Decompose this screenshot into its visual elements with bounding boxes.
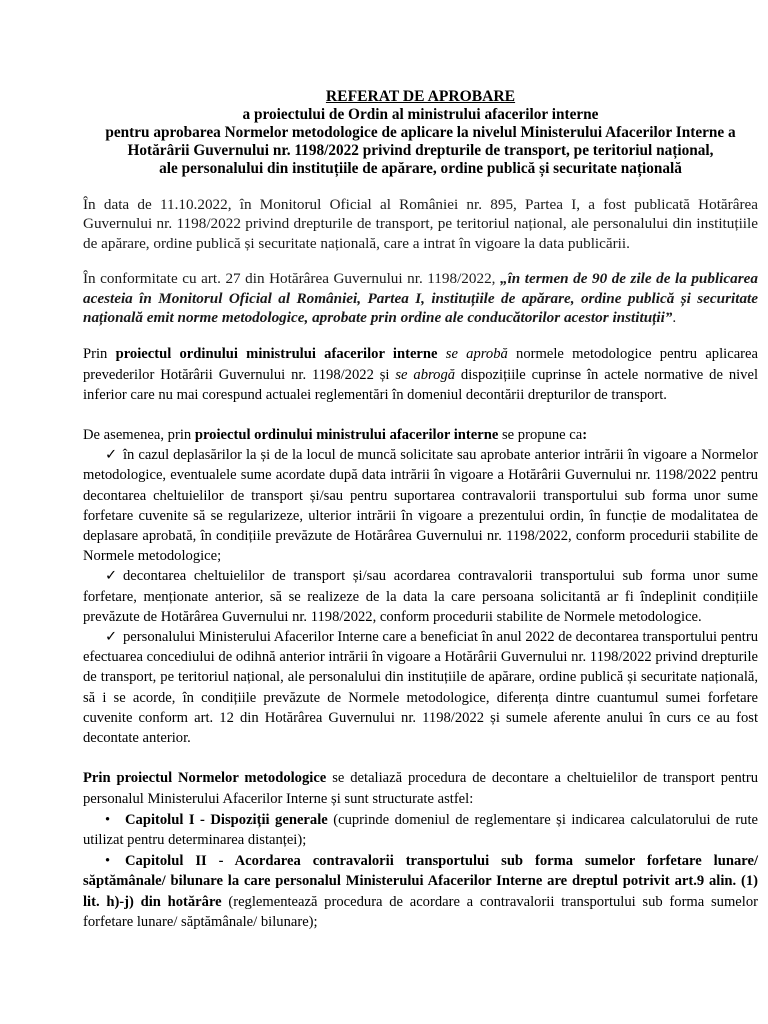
checklist-item [83,627,758,748]
bullet-bold-text: Capitolul I - Dispoziții generale [125,811,328,828]
title-line-2: a proiectului de Ordin al ministrului afacerilor interne [242,106,599,123]
bullet-item [83,810,758,850]
checkmark-icon: ✓ [105,629,118,646]
checklist-text: personalului Ministerului Afacerilor Interne care a beneficiat în anul 2022 de decontarea transportului pentru efectuarea concediului de odihnă anterior intrării în vigoare a Hotărârii Guvernului nr. 1198/2022 privind drepturile de transport, pe teritoriul național, ale personalului din instituțiile de apărare, ordine publică și securitate națională, să i se acorde, în condițiile prevăzute de Normele metodologice, diferența dintre cuantumul sumei forfetare cuvenite conform art. 12 din Hotărârea Guvernului nr. 1198/2022 și sumele aferente anului în curs ce au fost decontate anterior. [83,629,758,747]
conformity-end: . [672,309,677,327]
text-run: dispozițiile cuprinse în actele normative de nivel inferior care nu mai corespund actualei reglementări în domeniul decontării drepturilor de transport. [83,366,759,403]
text-run: se detaliază procedura de decontare a cheltuielilor de transport pentru personalul Ministerului Afacerilor Interne și sunt structurate astfel: [83,770,758,807]
bold-run: proiectul ordinului ministrului afacerilor interne [115,346,438,363]
bullet-text: (cuprinde domeniul de reglementare și indicarea calculatorului de rute utilizat pentru determinarea distanței); [83,811,759,848]
title-line-3: pentru aprobarea Normelor metodologice de aplicare la nivelul Ministerului Afacerilor Interne a [105,124,736,141]
text-run: Prin [83,346,116,363]
checkmark-icon: ✓ [105,447,118,464]
bullet-bold-text: Capitolul II - Acordarea contravalorii transportului sub forma sumelor forfetare lunare/ săptămânale/ bilunare la care personalul Ministerului Afacerilor Interne are dreptul potrivit art.9 alin. (1) lit. h)-j) din hotărâre [83,853,758,910]
paragraph-proposals-intro [83,425,758,445]
bullet-text: (reglementează procedura de acordare a contravalorii transportului sub forma sumelor forfetare lunare/ săptămânale/ bilunare); [83,893,758,930]
bold-run: : [582,427,588,444]
bullet-item [83,851,758,932]
document-title: REFERAT DE APROBARE [325,88,516,105]
bold-run: proiectul ordinului ministrului afacerilor interne [194,427,499,444]
bullet-icon: • [105,811,111,828]
italic-run: se abrogă [395,366,456,383]
text-run [438,346,446,362]
bullet-icon: • [105,853,111,870]
paragraph-conformity [83,269,758,327]
italic-run: se aprobă [445,346,508,363]
paragraph-publication: În data de 11.10.2022, în Monitorul Oficial al României nr. 895, Partea I, a fost publicată Hotărârea Guvernului nr. 1198/2022 privind drepturile de transport, pe teritoriul național, ale personalului din instituțiile de apărare, ordine publică și securitate națională, care a intrat în vigoare la data publicării. [83,196,758,252]
paragraph-norms-structure [83,768,758,808]
checklist-item [83,566,758,627]
text-run: De asemenea, prin [83,427,195,444]
bold-run: Prin proiectul Normelor metodologice [83,770,327,787]
title-line-4: Hotărârii Guvernului nr. 1198/2022 privind drepturile de transport, pe teritoriul național, [127,142,714,159]
title-line-5: ale personalului din instituțiile de apărare, ordine publică și securitate națională [159,160,682,177]
checklist-text: decontarea cheltuielilor de transport și/sau acordarea contravalorii transportului sub forma unor sume forfetare, menționate anterior, să se realizeze de la data la care persoana solicitantă ar fi îndeplinit condițiile prevăzute de Hotărârea Guvernului nr. 1198/2022, conform procedurii stabilite de Normele metodologice. [83,568,758,625]
checklist-text: în cazul deplasărilor la și de la locul de muncă solicitate sau aprobate anterior intrării în vigoare a Normelor metodologice, eventualele sume acordate după data intrării în vigoare a Hotărârii Guvernului nr. 1198/2022 pentru decontarea cheltuielilor de transport și/sau pentru suportarea contravalorii transportului sub forma unor sume forfetare cuvenite să se regularizeze, ulterior intrării în vigoare a prezentului ordin, în funcție de modalitatea de deplasare aprobată, în condițiile prevăzute de Hotărârea Guvernului nr. 1198/2022, conform procedurii stabilite de Normele metodologice; [83,447,758,565]
checkmark-icon: ✓ [105,568,118,585]
paragraph-project-approval [83,344,758,405]
checklist-item [83,445,758,566]
conformity-quote: „în termen de 90 de zile de la publicarea acesteia în Monitorul Oficial al României, Partea I, instituțiile de apărare, ordine publică și securitate națională emit norme metodologice, aprobate prin ordine ale conducătorilor acestor instituții” [83,270,758,327]
text-run: normele metodologice pentru aplicarea prevederilor Hotărârii Guvernului nr. 1198/2022 și [83,346,758,383]
conformity-lead: În conformitate cu art. 27 din Hotărârea Guvernului nr. 1198/2022, [83,270,500,288]
document-title-block [81,88,760,178]
text-run: se propune ca [498,427,583,444]
